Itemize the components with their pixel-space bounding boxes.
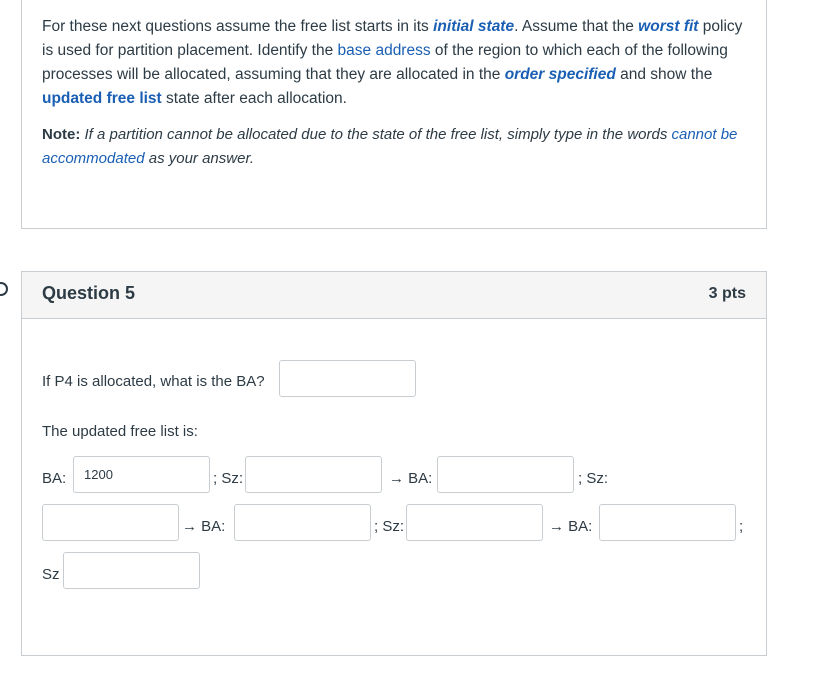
- instructions-panel: [21, 0, 767, 229]
- question-header: [22, 272, 766, 319]
- free-list-label: The updated free list is:: [42, 423, 198, 440]
- note-t1: If a partition cannot be allocated due to the state of the free list, simply type in the words: [80, 126, 672, 143]
- instructions-text: [42, 15, 748, 111]
- ba4-label: → BA:: [549, 518, 593, 535]
- ba1-label: BA:: [42, 470, 67, 487]
- instr-t1: For these next questions assume the free list starts in its: [42, 18, 434, 35]
- free-list-ba3-input[interactable]: [234, 504, 371, 541]
- instr-base-address: base address: [337, 42, 431, 59]
- instr-t6: state after each allocation.: [161, 90, 347, 107]
- free-list-sz1-input[interactable]: [245, 456, 382, 493]
- note-label: Note:: [42, 126, 81, 143]
- instr-initial-state: initial state: [433, 18, 515, 35]
- instr-t3: policy is used for partition placement. Identify the: [42, 18, 743, 59]
- sz3-label: ; Sz:: [374, 518, 405, 535]
- note-text: [42, 123, 748, 171]
- note-cannot-be-accommodated: cannot be accommodated: [42, 126, 738, 167]
- ba2-label: → BA:: [389, 470, 433, 487]
- free-list-sz2-input[interactable]: [42, 504, 179, 541]
- free-list-sz4-input[interactable]: [63, 552, 200, 589]
- sz1-label: ; Sz:: [213, 470, 244, 487]
- question-title: Question 5: [42, 283, 136, 303]
- instr-t5: and show the: [615, 66, 713, 83]
- previous-question-marker: [0, 282, 8, 296]
- ba-answer-input[interactable]: [279, 360, 416, 397]
- ba3-label: → BA:: [182, 518, 226, 535]
- instr-updated-free-list: updated free list: [42, 90, 162, 107]
- sz4-label: Sz: [42, 566, 60, 583]
- free-list-ba4-input[interactable]: [599, 504, 736, 541]
- instr-worst-fit: worst fit: [638, 18, 699, 35]
- instr-t4: of the region to which each of the following processes will be allocated, assuming that they are allocated in the: [42, 42, 728, 83]
- note-t2: as your answer.: [144, 150, 255, 167]
- free-list-ba2-input[interactable]: [437, 456, 574, 493]
- free-list-ba1-input[interactable]: [73, 456, 210, 493]
- question-points: 3 pts: [708, 285, 746, 302]
- question-5-panel: [21, 271, 767, 656]
- sz2-label: ; Sz:: [578, 470, 609, 487]
- free-list-sz3-input[interactable]: [406, 504, 543, 541]
- row2-semicolon: ;: [739, 518, 744, 535]
- instr-t2: . Assume that the: [514, 18, 639, 35]
- question-prompt: If P4 is allocated, what is the BA?: [42, 373, 265, 390]
- instr-order-specified: order specified: [504, 66, 616, 83]
